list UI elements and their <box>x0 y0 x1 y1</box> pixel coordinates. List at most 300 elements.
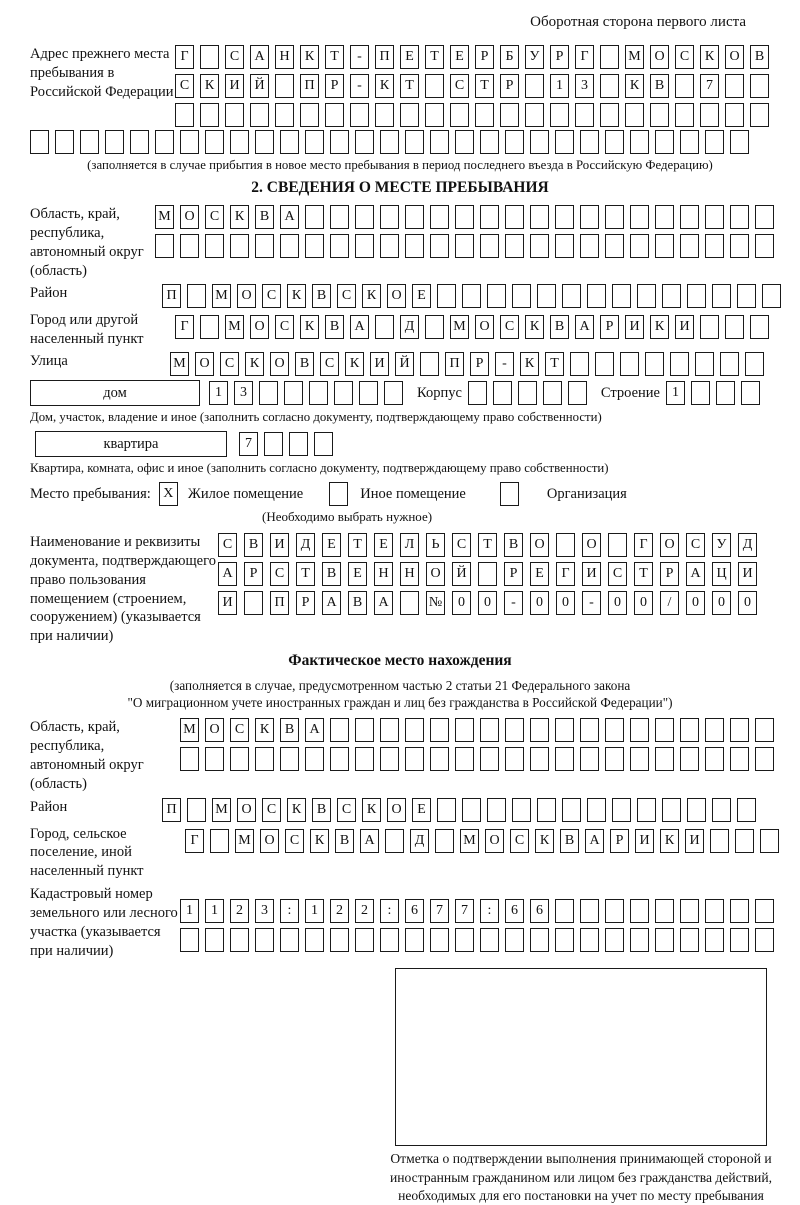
char-cell[interactable] <box>605 899 624 923</box>
char-cell[interactable] <box>305 234 324 258</box>
char-cell[interactable] <box>330 130 349 154</box>
char-cell[interactable] <box>264 432 283 456</box>
char-cell[interactable] <box>180 130 199 154</box>
char-cell[interactable]: С <box>450 74 469 98</box>
char-cell[interactable] <box>280 234 299 258</box>
char-cell[interactable] <box>612 798 631 822</box>
char-cell[interactable] <box>425 315 444 339</box>
char-cell[interactable] <box>30 130 49 154</box>
char-cell[interactable]: 2 <box>330 899 349 923</box>
char-cell[interactable] <box>710 829 729 853</box>
char-cell[interactable] <box>405 234 424 258</box>
char-cell[interactable] <box>475 103 494 127</box>
char-cell[interactable] <box>180 234 199 258</box>
char-cell[interactable] <box>612 284 631 308</box>
char-cell[interactable]: С <box>337 284 356 308</box>
char-cell[interactable]: В <box>750 45 769 69</box>
char-cell[interactable] <box>430 747 449 771</box>
char-cell[interactable] <box>530 718 549 742</box>
char-cell[interactable] <box>437 798 456 822</box>
char-cell[interactable] <box>255 747 274 771</box>
char-cell[interactable] <box>680 205 699 229</box>
char-cell[interactable]: К <box>375 74 394 98</box>
char-cell[interactable]: 0 <box>478 591 497 615</box>
char-cell[interactable]: К <box>525 315 544 339</box>
char-cell[interactable] <box>580 234 599 258</box>
char-cell[interactable] <box>525 74 544 98</box>
char-cell[interactable] <box>587 284 606 308</box>
char-cell[interactable] <box>630 234 649 258</box>
char-cell[interactable] <box>405 130 424 154</box>
char-cell[interactable] <box>705 130 724 154</box>
char-cell[interactable] <box>455 205 474 229</box>
char-cell[interactable] <box>275 103 294 127</box>
char-cell[interactable] <box>380 234 399 258</box>
char-cell[interactable] <box>705 928 724 952</box>
char-cell[interactable] <box>700 103 719 127</box>
char-cell[interactable]: К <box>300 315 319 339</box>
char-cell[interactable] <box>725 103 744 127</box>
char-cell[interactable]: М <box>450 315 469 339</box>
char-cell[interactable]: С <box>675 45 694 69</box>
char-cell[interactable]: - <box>350 74 369 98</box>
char-cell[interactable]: С <box>510 829 529 853</box>
char-cell[interactable] <box>745 352 764 376</box>
char-cell[interactable]: М <box>170 352 189 376</box>
char-cell[interactable] <box>244 591 263 615</box>
char-cell[interactable]: П <box>162 284 181 308</box>
char-cell[interactable]: 0 <box>738 591 757 615</box>
char-cell[interactable]: К <box>310 829 329 853</box>
char-cell[interactable]: Ц <box>712 562 731 586</box>
char-cell[interactable] <box>430 205 449 229</box>
char-cell[interactable] <box>380 928 399 952</box>
stamp-box[interactable] <box>395 968 767 1146</box>
char-cell[interactable]: С <box>262 284 281 308</box>
char-cell[interactable]: 1 <box>209 381 228 405</box>
char-cell[interactable] <box>385 829 404 853</box>
char-cell[interactable] <box>687 798 706 822</box>
char-cell[interactable]: 7 <box>239 432 258 456</box>
char-cell[interactable]: А <box>585 829 604 853</box>
char-cell[interactable]: 3 <box>575 74 594 98</box>
char-cell[interactable]: Б <box>500 45 519 69</box>
char-cell[interactable] <box>755 928 774 952</box>
char-cell[interactable] <box>730 928 749 952</box>
char-cell[interactable]: О <box>260 829 279 853</box>
char-cell[interactable] <box>620 352 639 376</box>
char-cell[interactable]: 7 <box>430 899 449 923</box>
char-cell[interactable]: Р <box>500 74 519 98</box>
char-cell[interactable] <box>705 718 724 742</box>
char-cell[interactable]: Д <box>400 315 419 339</box>
char-cell[interactable] <box>605 928 624 952</box>
char-cell[interactable] <box>305 130 324 154</box>
char-cell[interactable]: Е <box>530 562 549 586</box>
char-cell[interactable]: Р <box>600 315 619 339</box>
char-cell[interactable] <box>205 747 224 771</box>
dom-type-box[interactable]: дом <box>30 380 200 406</box>
char-cell[interactable]: А <box>250 45 269 69</box>
char-cell[interactable] <box>680 718 699 742</box>
char-cell[interactable]: Й <box>250 74 269 98</box>
char-cell[interactable]: Д <box>738 533 757 557</box>
char-cell[interactable]: Е <box>348 562 367 586</box>
char-cell[interactable]: О <box>485 829 504 853</box>
char-cell[interactable]: М <box>235 829 254 853</box>
char-cell[interactable]: С <box>175 74 194 98</box>
char-cell[interactable]: 3 <box>255 899 274 923</box>
char-cell[interactable]: Т <box>425 45 444 69</box>
char-cell[interactable] <box>200 45 219 69</box>
char-cell[interactable] <box>735 829 754 853</box>
char-cell[interactable] <box>280 928 299 952</box>
char-cell[interactable]: 6 <box>530 899 549 923</box>
char-cell[interactable] <box>630 747 649 771</box>
char-cell[interactable]: 2 <box>230 899 249 923</box>
char-cell[interactable]: С <box>230 718 249 742</box>
char-cell[interactable] <box>425 103 444 127</box>
char-cell[interactable] <box>405 747 424 771</box>
char-cell[interactable] <box>355 747 374 771</box>
char-cell[interactable] <box>675 103 694 127</box>
char-cell[interactable] <box>737 284 756 308</box>
char-cell[interactable] <box>655 899 674 923</box>
char-cell[interactable] <box>505 205 524 229</box>
char-cell[interactable] <box>630 718 649 742</box>
char-cell[interactable] <box>275 74 294 98</box>
char-cell[interactable]: И <box>685 829 704 853</box>
char-cell[interactable] <box>730 747 749 771</box>
char-cell[interactable]: И <box>225 74 244 98</box>
char-cell[interactable]: X <box>159 482 178 506</box>
char-cell[interactable] <box>480 718 499 742</box>
char-cell[interactable] <box>555 899 574 923</box>
char-cell[interactable]: М <box>180 718 199 742</box>
char-cell[interactable]: Р <box>610 829 629 853</box>
char-cell[interactable] <box>505 130 524 154</box>
char-cell[interactable] <box>750 103 769 127</box>
char-cell[interactable] <box>562 798 581 822</box>
char-cell[interactable] <box>730 899 749 923</box>
char-cell[interactable]: Т <box>545 352 564 376</box>
char-cell[interactable]: Е <box>450 45 469 69</box>
char-cell[interactable] <box>405 718 424 742</box>
char-cell[interactable]: 0 <box>686 591 705 615</box>
char-cell[interactable]: С <box>452 533 471 557</box>
kvartira-type-box[interactable]: квартира <box>35 431 227 457</box>
char-cell[interactable] <box>480 205 499 229</box>
char-cell[interactable]: Р <box>475 45 494 69</box>
char-cell[interactable]: А <box>360 829 379 853</box>
char-cell[interactable] <box>512 798 531 822</box>
char-cell[interactable]: И <box>582 562 601 586</box>
char-cell[interactable] <box>525 103 544 127</box>
char-cell[interactable] <box>760 829 779 853</box>
char-cell[interactable] <box>662 284 681 308</box>
char-cell[interactable] <box>435 829 454 853</box>
char-cell[interactable]: К <box>535 829 554 853</box>
char-cell[interactable]: С <box>275 315 294 339</box>
char-cell[interactable]: - <box>582 591 601 615</box>
char-cell[interactable]: О <box>650 45 669 69</box>
char-cell[interactable]: С <box>320 352 339 376</box>
char-cell[interactable] <box>750 315 769 339</box>
char-cell[interactable] <box>55 130 74 154</box>
char-cell[interactable]: Е <box>400 45 419 69</box>
char-cell[interactable] <box>691 381 710 405</box>
char-cell[interactable]: С <box>270 562 289 586</box>
char-cell[interactable] <box>400 591 419 615</box>
char-cell[interactable]: А <box>305 718 324 742</box>
char-cell[interactable]: Т <box>634 562 653 586</box>
char-cell[interactable] <box>205 130 224 154</box>
char-cell[interactable] <box>230 234 249 258</box>
char-cell[interactable]: И <box>370 352 389 376</box>
char-cell[interactable]: О <box>270 352 289 376</box>
char-cell[interactable]: У <box>712 533 731 557</box>
char-cell[interactable]: О <box>205 718 224 742</box>
char-cell[interactable] <box>605 718 624 742</box>
char-cell[interactable]: Й <box>395 352 414 376</box>
char-cell[interactable] <box>630 899 649 923</box>
char-cell[interactable] <box>187 798 206 822</box>
char-cell[interactable] <box>605 747 624 771</box>
char-cell[interactable]: В <box>325 315 344 339</box>
char-cell[interactable]: Р <box>296 591 315 615</box>
char-cell[interactable] <box>655 234 674 258</box>
char-cell[interactable] <box>230 928 249 952</box>
char-cell[interactable] <box>705 899 724 923</box>
char-cell[interactable]: 0 <box>530 591 549 615</box>
char-cell[interactable]: В <box>312 284 331 308</box>
char-cell[interactable] <box>556 533 575 557</box>
char-cell[interactable] <box>200 103 219 127</box>
char-cell[interactable]: О <box>237 284 256 308</box>
char-cell[interactable] <box>712 284 731 308</box>
char-cell[interactable] <box>680 747 699 771</box>
char-cell[interactable] <box>462 284 481 308</box>
char-cell[interactable] <box>330 747 349 771</box>
char-cell[interactable]: К <box>230 205 249 229</box>
char-cell[interactable]: Н <box>374 562 393 586</box>
char-cell[interactable]: 0 <box>608 591 627 615</box>
char-cell[interactable]: К <box>520 352 539 376</box>
char-cell[interactable] <box>305 747 324 771</box>
char-cell[interactable]: В <box>312 798 331 822</box>
char-cell[interactable]: П <box>300 74 319 98</box>
char-cell[interactable] <box>662 798 681 822</box>
char-cell[interactable] <box>512 284 531 308</box>
char-cell[interactable]: О <box>387 798 406 822</box>
char-cell[interactable]: П <box>270 591 289 615</box>
char-cell[interactable] <box>755 747 774 771</box>
char-cell[interactable]: Г <box>175 315 194 339</box>
char-cell[interactable]: М <box>212 798 231 822</box>
char-cell[interactable] <box>505 718 524 742</box>
char-cell[interactable]: Д <box>410 829 429 853</box>
char-cell[interactable] <box>305 205 324 229</box>
char-cell[interactable]: К <box>287 798 306 822</box>
char-cell[interactable]: С <box>337 798 356 822</box>
char-cell[interactable] <box>334 381 353 405</box>
char-cell[interactable] <box>680 899 699 923</box>
char-cell[interactable] <box>380 718 399 742</box>
char-cell[interactable]: / <box>660 591 679 615</box>
char-cell[interactable] <box>700 315 719 339</box>
char-cell[interactable]: : <box>480 899 499 923</box>
char-cell[interactable]: 7 <box>455 899 474 923</box>
char-cell[interactable]: 2 <box>355 899 374 923</box>
char-cell[interactable] <box>500 482 519 506</box>
char-cell[interactable] <box>705 234 724 258</box>
char-cell[interactable]: О <box>237 798 256 822</box>
char-cell[interactable] <box>625 103 644 127</box>
char-cell[interactable] <box>309 381 328 405</box>
char-cell[interactable] <box>720 352 739 376</box>
char-cell[interactable] <box>205 928 224 952</box>
char-cell[interactable] <box>289 432 308 456</box>
char-cell[interactable] <box>687 284 706 308</box>
char-cell[interactable] <box>462 798 481 822</box>
char-cell[interactable]: С <box>225 45 244 69</box>
char-cell[interactable] <box>550 103 569 127</box>
char-cell[interactable] <box>568 381 587 405</box>
char-cell[interactable]: К <box>345 352 364 376</box>
char-cell[interactable] <box>187 284 206 308</box>
char-cell[interactable] <box>259 381 278 405</box>
char-cell[interactable]: 1 <box>666 381 685 405</box>
char-cell[interactable] <box>430 234 449 258</box>
char-cell[interactable]: К <box>287 284 306 308</box>
char-cell[interactable] <box>505 747 524 771</box>
char-cell[interactable]: 3 <box>234 381 253 405</box>
char-cell[interactable]: О <box>180 205 199 229</box>
char-cell[interactable] <box>695 352 714 376</box>
char-cell[interactable] <box>655 928 674 952</box>
char-cell[interactable]: И <box>270 533 289 557</box>
char-cell[interactable] <box>530 234 549 258</box>
char-cell[interactable] <box>730 234 749 258</box>
char-cell[interactable] <box>741 381 760 405</box>
char-cell[interactable] <box>230 747 249 771</box>
char-cell[interactable] <box>655 205 674 229</box>
char-cell[interactable]: Р <box>504 562 523 586</box>
char-cell[interactable] <box>359 381 378 405</box>
char-cell[interactable]: 1 <box>550 74 569 98</box>
char-cell[interactable]: О <box>582 533 601 557</box>
char-cell[interactable] <box>755 899 774 923</box>
char-cell[interactable]: С <box>686 533 705 557</box>
char-cell[interactable]: О <box>660 533 679 557</box>
char-cell[interactable]: В <box>244 533 263 557</box>
char-cell[interactable]: М <box>155 205 174 229</box>
char-cell[interactable]: О <box>250 315 269 339</box>
char-cell[interactable]: М <box>625 45 644 69</box>
char-cell[interactable] <box>543 381 562 405</box>
char-cell[interactable]: Т <box>348 533 367 557</box>
char-cell[interactable] <box>530 130 549 154</box>
char-cell[interactable] <box>355 928 374 952</box>
char-cell[interactable] <box>210 829 229 853</box>
char-cell[interactable]: А <box>218 562 237 586</box>
char-cell[interactable] <box>555 928 574 952</box>
char-cell[interactable] <box>355 718 374 742</box>
char-cell[interactable] <box>650 103 669 127</box>
char-cell[interactable] <box>755 718 774 742</box>
char-cell[interactable] <box>630 928 649 952</box>
char-cell[interactable] <box>355 234 374 258</box>
char-cell[interactable] <box>716 381 735 405</box>
char-cell[interactable]: Т <box>478 533 497 557</box>
char-cell[interactable] <box>155 130 174 154</box>
char-cell[interactable]: П <box>162 798 181 822</box>
char-cell[interactable] <box>637 284 656 308</box>
char-cell[interactable] <box>645 352 664 376</box>
char-cell[interactable] <box>255 234 274 258</box>
char-cell[interactable] <box>330 718 349 742</box>
char-cell[interactable] <box>375 103 394 127</box>
char-cell[interactable]: В <box>335 829 354 853</box>
char-cell[interactable]: С <box>608 562 627 586</box>
char-cell[interactable] <box>500 103 519 127</box>
char-cell[interactable] <box>730 130 749 154</box>
char-cell[interactable] <box>555 718 574 742</box>
char-cell[interactable]: 0 <box>452 591 471 615</box>
char-cell[interactable] <box>518 381 537 405</box>
char-cell[interactable]: 1 <box>180 899 199 923</box>
char-cell[interactable] <box>600 103 619 127</box>
char-cell[interactable] <box>637 798 656 822</box>
char-cell[interactable] <box>329 482 348 506</box>
char-cell[interactable] <box>330 234 349 258</box>
char-cell[interactable]: 6 <box>405 899 424 923</box>
char-cell[interactable] <box>430 718 449 742</box>
char-cell[interactable] <box>730 205 749 229</box>
char-cell[interactable] <box>555 205 574 229</box>
char-cell[interactable] <box>375 315 394 339</box>
char-cell[interactable]: С <box>500 315 519 339</box>
char-cell[interactable]: К <box>200 74 219 98</box>
char-cell[interactable]: К <box>700 45 719 69</box>
char-cell[interactable] <box>705 205 724 229</box>
char-cell[interactable] <box>437 284 456 308</box>
char-cell[interactable] <box>350 103 369 127</box>
char-cell[interactable]: О <box>475 315 494 339</box>
char-cell[interactable] <box>400 103 419 127</box>
char-cell[interactable] <box>555 234 574 258</box>
char-cell[interactable] <box>455 928 474 952</box>
char-cell[interactable] <box>680 130 699 154</box>
char-cell[interactable]: К <box>362 284 381 308</box>
char-cell[interactable]: И <box>738 562 757 586</box>
char-cell[interactable]: Д <box>296 533 315 557</box>
char-cell[interactable]: У <box>525 45 544 69</box>
char-cell[interactable]: О <box>426 562 445 586</box>
char-cell[interactable] <box>630 205 649 229</box>
char-cell[interactable] <box>505 928 524 952</box>
char-cell[interactable] <box>255 130 274 154</box>
char-cell[interactable] <box>455 130 474 154</box>
char-cell[interactable]: С <box>218 533 237 557</box>
char-cell[interactable]: К <box>255 718 274 742</box>
char-cell[interactable] <box>725 315 744 339</box>
char-cell[interactable]: И <box>218 591 237 615</box>
char-cell[interactable]: № <box>426 591 445 615</box>
char-cell[interactable]: Т <box>325 45 344 69</box>
char-cell[interactable] <box>580 747 599 771</box>
char-cell[interactable]: В <box>295 352 314 376</box>
